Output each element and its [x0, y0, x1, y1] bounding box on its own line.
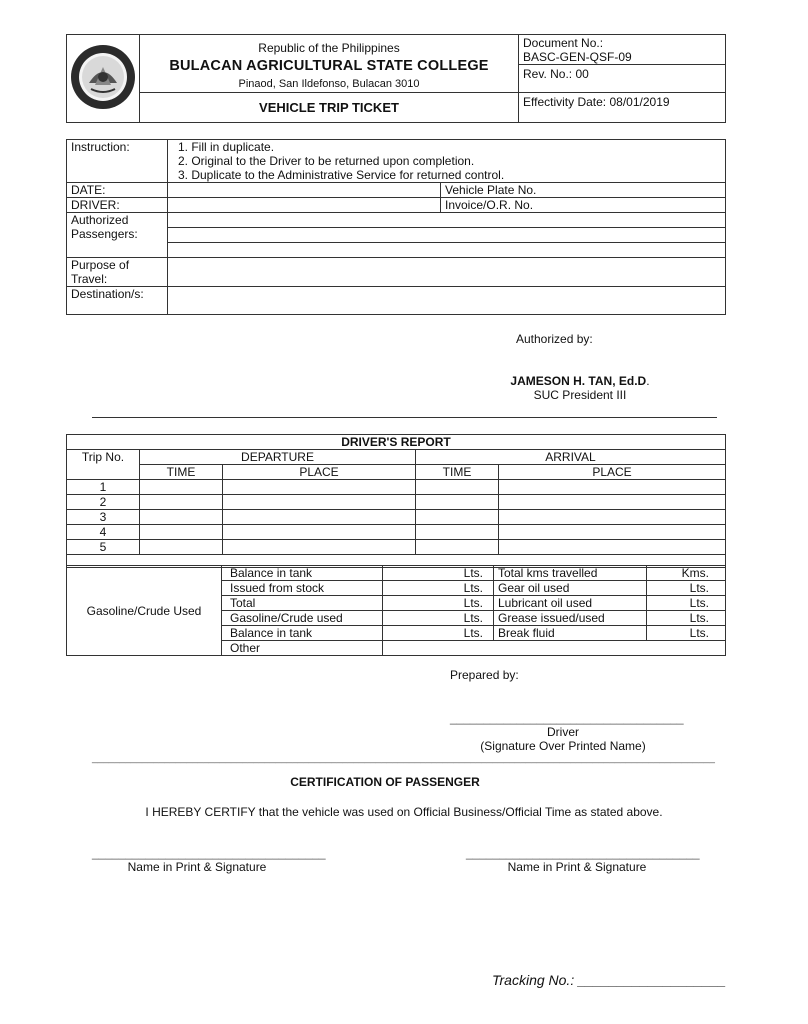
- trip-number: 5: [67, 540, 140, 555]
- trip-4-arrival-place[interactable]: [499, 525, 726, 540]
- authorizer-name-text: JAMESON H. TAN, Ed.D: [510, 374, 647, 388]
- republic-text: Republic of the Philippines: [258, 40, 400, 55]
- passengers-label-line-1: Authorized: [71, 213, 129, 227]
- rev-no: Rev. No.: 00: [519, 65, 726, 93]
- vehicle-plate-label: Vehicle Plate No.: [441, 183, 726, 198]
- arrival-place-header: PLACE: [499, 465, 726, 480]
- arrival-time-header: TIME: [416, 465, 499, 480]
- college-header: [140, 35, 519, 93]
- trip-3-departure-time[interactable]: [140, 510, 223, 525]
- trip-2-arrival-place[interactable]: [499, 495, 726, 510]
- trip-4-departure-time[interactable]: [140, 525, 223, 540]
- passengers-label-line-2: Passengers:: [71, 227, 138, 241]
- trip-number: 4: [67, 525, 140, 540]
- passenger-signature-right: [466, 846, 700, 874]
- driver-role: Driver: [547, 725, 579, 739]
- driver-signature-note: (Signature Over Printed Name): [480, 739, 646, 753]
- arrival-header: ARRIVAL: [416, 450, 726, 465]
- instruction-2: 2. Original to the Driver to be returned upon completion.: [178, 154, 475, 168]
- driver-signature-line[interactable]: ___________________________________: [450, 711, 684, 725]
- divider-line: [92, 417, 717, 418]
- trip-4-arrival-time[interactable]: [416, 525, 499, 540]
- trip-number: 1: [67, 480, 140, 495]
- destination-field[interactable]: [168, 287, 726, 315]
- logo-cell: [67, 35, 140, 123]
- trip-number: 2: [67, 495, 140, 510]
- fuel-unit: Lts.: [383, 626, 494, 641]
- college-address: Pinaod, San Ildefonso, Bulacan 3010: [238, 77, 420, 90]
- driver-label: DRIVER:: [67, 198, 168, 213]
- fuel-other-field[interactable]: [383, 641, 726, 656]
- form-title: VEHICLE TRIP TICKET: [140, 93, 519, 123]
- effectivity-date: Effectivity Date: 08/01/2019: [519, 93, 726, 123]
- fuel-right-item: Break fluid: [494, 626, 647, 641]
- driver-field[interactable]: [168, 198, 441, 213]
- trip-3-arrival-time[interactable]: [416, 510, 499, 525]
- prepared-by-label: Prepared by:: [450, 668, 519, 682]
- trip-5-arrival-place[interactable]: [499, 540, 726, 555]
- fuel-table: [66, 565, 726, 656]
- driver-signature-block: [450, 711, 684, 753]
- fuel-unit: Lts.: [383, 581, 494, 596]
- tracking-line[interactable]: ___________________: [574, 972, 727, 988]
- trip-5-departure-place[interactable]: [223, 540, 416, 555]
- instruction-3: 3. Duplicate to the Administrative Service for returned control.: [178, 168, 505, 182]
- college-seal-icon: [69, 43, 137, 111]
- purpose-label-line-2: Travel:: [71, 272, 108, 286]
- drivers-report-table: [66, 434, 726, 568]
- departure-header: DEPARTURE: [140, 450, 416, 465]
- certification-title: CERTIFICATION OF PASSENGER: [290, 775, 480, 789]
- fuel-unit: Lts.: [383, 596, 494, 611]
- purpose-label: [67, 258, 168, 287]
- passenger-signature-label-right: Name in Print & Signature: [507, 860, 647, 874]
- passengers-field-2[interactable]: [168, 228, 726, 243]
- fuel-right-unit: Lts.: [647, 611, 726, 626]
- certification-separator: ________________________________________________________________________________________________________________: [92, 753, 715, 764]
- trip-5-arrival-time[interactable]: [416, 540, 499, 555]
- fuel-item: Balance in tank: [222, 566, 383, 581]
- trip-5-departure-time[interactable]: [140, 540, 223, 555]
- authorizer-block: [500, 374, 660, 402]
- fuel-unit: Lts.: [383, 611, 494, 626]
- departure-place-header: PLACE: [223, 465, 416, 480]
- instruction-label: Instruction:: [67, 140, 168, 183]
- tracking-label: Tracking No.:: [492, 972, 575, 988]
- passenger-signature-line-left[interactable]: ___________________________________: [92, 846, 326, 860]
- header-table: [66, 34, 726, 123]
- passengers-field-3[interactable]: [168, 243, 726, 258]
- trip-3-departure-place[interactable]: [223, 510, 416, 525]
- trip-2-arrival-time[interactable]: [416, 495, 499, 510]
- trip-1-arrival-time[interactable]: [416, 480, 499, 495]
- fuel-item: Other: [222, 641, 383, 656]
- destination-label: Destination/s:: [67, 287, 168, 315]
- college-name: BULACAN AGRICULTURAL STATE COLLEGE: [169, 57, 489, 74]
- document-no-value: BASC-GEN-QSF-09: [523, 50, 632, 64]
- date-label: DATE:: [67, 183, 168, 198]
- trip-2-departure-time[interactable]: [140, 495, 223, 510]
- tracking-number: [492, 972, 726, 988]
- instruction-1: 1. Fill in duplicate.: [178, 140, 275, 154]
- authorizer-position: SUC President III: [533, 388, 627, 402]
- passenger-signature-left: [92, 846, 326, 874]
- trip-2-departure-place[interactable]: [223, 495, 416, 510]
- passengers-field-1[interactable]: [168, 213, 726, 228]
- departure-time-header: TIME: [140, 465, 223, 480]
- fuel-right-item: Gear oil used: [494, 581, 647, 596]
- invoice-label: Invoice/O.R. No.: [441, 198, 726, 213]
- purpose-label-line-1: Purpose of: [71, 258, 130, 272]
- passenger-signature-line-right[interactable]: ___________________________________: [466, 846, 700, 860]
- trip-number: 3: [67, 510, 140, 525]
- passengers-label: [67, 213, 168, 258]
- fuel-right-unit: Kms.: [647, 566, 726, 581]
- info-table: [66, 139, 726, 315]
- authorizer-name: [500, 374, 660, 388]
- date-field[interactable]: [168, 183, 441, 198]
- document-no-label: Document No.:: [523, 36, 604, 50]
- trip-1-arrival-place[interactable]: [499, 480, 726, 495]
- passenger-signature-label-left: Name in Print & Signature: [127, 860, 267, 874]
- drivers-report-title: DRIVER'S REPORT: [67, 435, 726, 450]
- fuel-right-item: Grease issued/used: [494, 611, 647, 626]
- trip-no-header: Trip No.: [67, 450, 140, 480]
- fuel-item: Gasoline/Crude used: [222, 611, 383, 626]
- trip-4-departure-place[interactable]: [223, 525, 416, 540]
- instructions: [168, 140, 726, 183]
- purpose-field[interactable]: [168, 258, 726, 287]
- authorized-by-label: Authorized by:: [516, 332, 593, 346]
- fuel-right-item: Lubricant oil used: [494, 596, 647, 611]
- fuel-right-item: Total kms travelled: [494, 566, 647, 581]
- fuel-right-unit: Lts.: [647, 581, 726, 596]
- trip-1-departure-place[interactable]: [223, 480, 416, 495]
- fuel-item: Total: [222, 596, 383, 611]
- document-no-cell: [519, 35, 726, 65]
- fuel-right-unit: Lts.: [647, 626, 726, 641]
- fuel-right-unit: Lts.: [647, 596, 726, 611]
- authorizer-name-suffix: .: [646, 374, 650, 388]
- certification-statement: I HEREBY CERTIFY that the vehicle was used on Official Business/Official Time as stated above.: [145, 805, 663, 819]
- trip-1-departure-time[interactable]: [140, 480, 223, 495]
- gasoline-crude-label: Gasoline/Crude Used: [67, 566, 222, 656]
- trip-3-arrival-place[interactable]: [499, 510, 726, 525]
- fuel-unit: Lts.: [383, 566, 494, 581]
- fuel-item: Issued from stock: [222, 581, 383, 596]
- fuel-item: Balance in tank: [222, 626, 383, 641]
